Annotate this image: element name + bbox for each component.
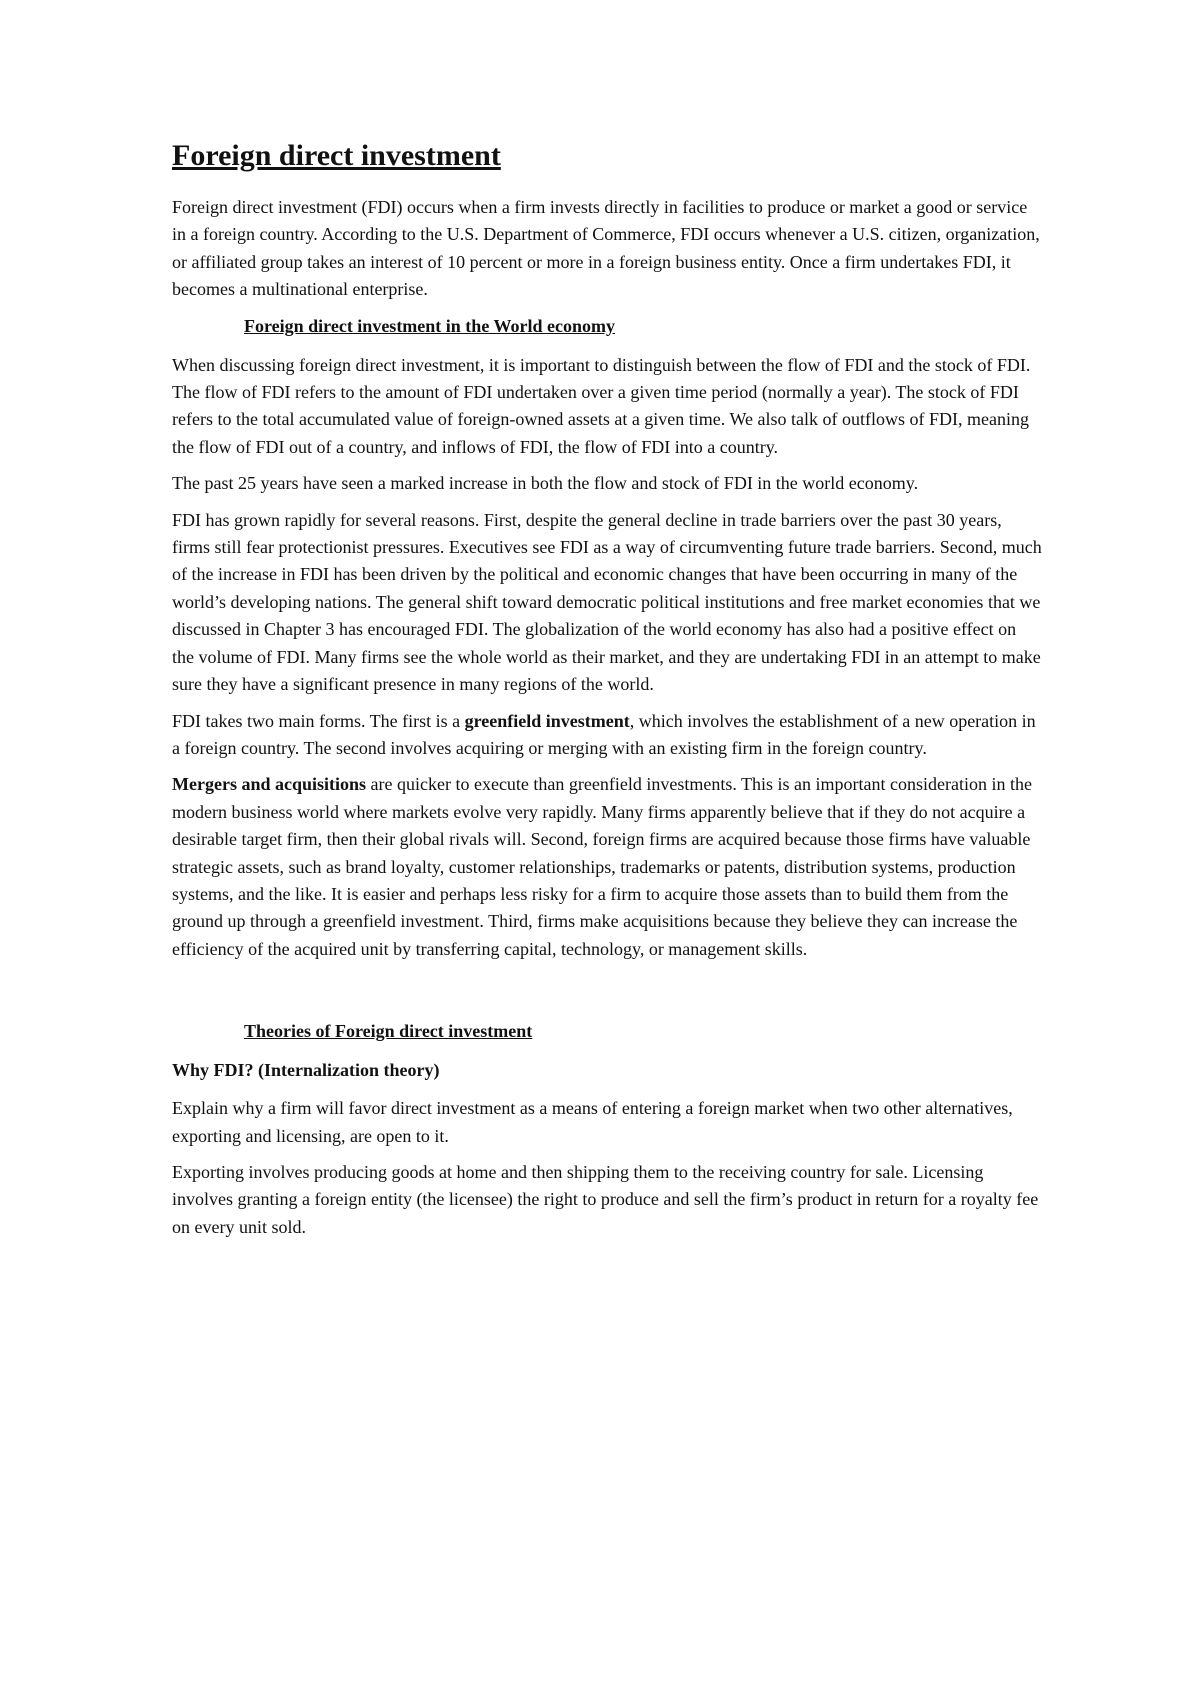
mergers-paragraph (172, 771, 1042, 963)
document-page (172, 138, 1042, 1250)
forms-paragraph (172, 708, 1042, 763)
document-title: Foreign direct investment (172, 139, 501, 172)
greenfield-term: greenfield investment (464, 710, 630, 731)
mergers-term: Mergers and acquisitions (172, 774, 367, 795)
exporting-licensing-paragraph: Exporting involves producing goods at home and then shipping them to the receiving country for sale. Licensing involves granting a foreign entity (the licensee) the right to produce and sell the firm’s product in return for a royalty fee on every unit sold. (172, 1161, 1039, 1237)
explain-paragraph: Explain why a firm will favor direct investment as a means of entering a foreign market when two other alternatives, exporting and licensing, are open to it. (172, 1098, 1013, 1146)
blank-line (172, 972, 1042, 1018)
subheading-why-fdi: Why FDI? (Internalization theory) (172, 1060, 440, 1081)
section-heading-theories: Theories of Foreign direct investment (244, 1021, 533, 1042)
intro-paragraph: Foreign direct investment (FDI) occurs when a firm invests directly in facilities to produce or market a good or service in a foreign country. According to the U.S. Department of Commerce, FDI occurs whenever a U.S. citizen, organization, or affiliated group takes an interest of 10 percent or more in a foreign business entity. Once a firm undertakes FDI, it becomes a multinational enterprise. (172, 197, 1040, 300)
mergers-text: are quicker to execute than greenfield investments. This is an important consideration in the modern business world where markets evolve very rapidly. Many firms apparently believe that if they do not acquire a desirable target firm, then their global rivals will. Second, foreign firms are acquired because those firms have valuable strategic assets, such as brand loyalty, customer relationships, trademarks or patents, distribution systems, production systems, and the like. It is easier and perhaps less risky for a firm to acquire those assets than to build them from the ground up through a greenfield investment. Third, firms make acquisitions because they believe they can increase the efficiency of the acquired unit by transferring capital, technology, or management skills. (172, 774, 1032, 959)
growth-paragraph: The past 25 years have seen a marked increase in both the flow and stock of FDI in the world economy. (172, 473, 919, 494)
forms-text-start: FDI takes two main forms. The first is a (172, 710, 465, 731)
flow-stock-paragraph: When discussing foreign direct investment, it is important to distinguish between the flow of FDI and the stock of FDI. The flow of FDI refers to the amount of FDI undertaken over a given time period (normally a year). The stock of FDI refers to the total accumulated value of foreign-owned assets at a given time. We also talk of outflows of FDI, meaning the flow of FDI out of a country, and inflows of FDI, the flow of FDI into a country. (172, 354, 1031, 457)
section-heading-world-economy: Foreign direct investment in the World economy (244, 315, 615, 336)
forms-text-end: , which involves the establishment of a new operation in a foreign country. The second involves acquiring or merging with an existing firm in the foreign country. (172, 710, 1036, 758)
reasons-paragraph: FDI has grown rapidly for several reasons. First, despite the general decline in trade barriers over the past 30 years, firms still fear protectionist pressures. Executives see FDI as a way of circumventing future trade barriers. Second, much of the increase in FDI has been driven by the political and economic changes that have been occurring in many of the world’s developing nations. The general shift toward democratic political institutions and free market economies that we discussed in Chapter 3 has encouraged FDI. The globalization of the world economy has also had a positive effect on the volume of FDI. Many firms see the whole world as their market, and they are undertaking FDI in an attempt to make sure they have a significant presence in many regions of the world. (172, 509, 1042, 695)
